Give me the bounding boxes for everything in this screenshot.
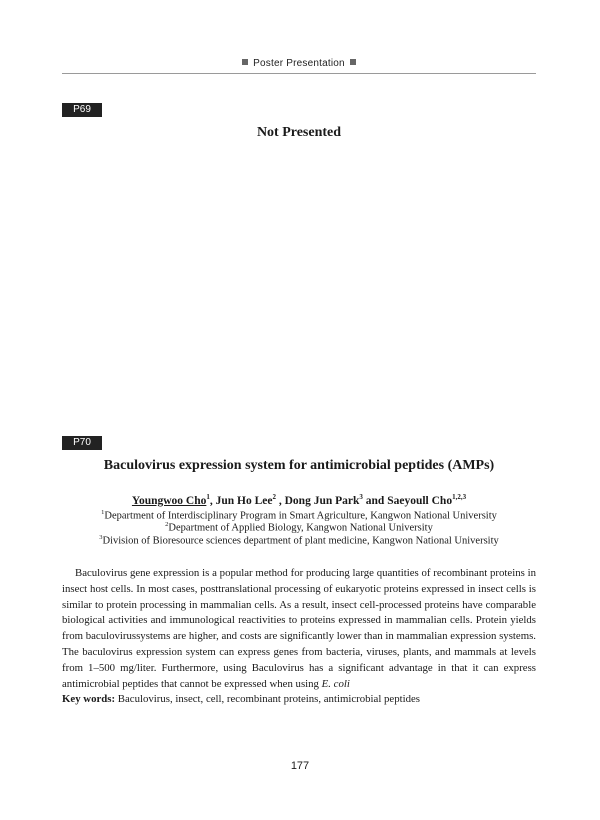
- author-separator: ,: [276, 494, 285, 507]
- author-separator: ,: [209, 494, 216, 507]
- author-affiliation-mark: 3: [359, 493, 363, 501]
- keywords-label: Key words:: [62, 693, 116, 705]
- affiliation: [62, 521, 536, 534]
- affiliation-mark: 1: [101, 509, 105, 516]
- affiliation-text: Department of Interdisciplinary Program in Smart Agriculture, Kangwon National University: [104, 510, 497, 522]
- author-affiliation-mark: 1: [206, 493, 210, 501]
- author-affiliation-mark: 2: [272, 493, 276, 501]
- author-name: Youngwoo Cho: [131, 494, 207, 507]
- author-affiliation-mark: 1,2,3: [452, 493, 467, 501]
- page-number: 177: [290, 760, 310, 772]
- p69-title: Not Presented: [256, 125, 342, 140]
- square-bullet-icon: [242, 59, 248, 65]
- author-name: Saeyoull Cho: [387, 494, 453, 507]
- affiliation-mark: 2: [165, 521, 169, 528]
- p70-title: Baculovirus expression system for antimicrobial peptides (AMPs): [103, 458, 495, 473]
- poster-tag-p70: P70: [62, 436, 102, 450]
- header-title: Poster Presentation: [253, 58, 345, 69]
- running-header: [62, 58, 536, 69]
- affiliation-text: Department of Applied Biology, Kangwon National University: [168, 522, 433, 534]
- affiliation: [62, 534, 536, 547]
- abstract-paragraph: [62, 566, 536, 692]
- affiliation-mark: 3: [99, 534, 103, 541]
- author-list: [62, 493, 536, 507]
- square-bullet-icon: [350, 59, 356, 65]
- author-name: Jun Ho Lee: [215, 494, 273, 507]
- affiliation: [62, 509, 536, 522]
- author-separator: and: [362, 494, 388, 507]
- poster-tag-p69: P69: [62, 103, 102, 117]
- abstract-text: Baculovirus gene expression is a popular method for producing large quantities of recombinant proteins in insect host cells. In most cases, posttranslational processing of eukaryotic proteins expressed in insect cells is similar to protein processing in mammalian cells. As a result, insect cell-processed proteins have comparable biological activities and immunological reactivities to proteins expressed in mammalian cells. Protein yields from baculovirussystems are higher, and costs are significantly lower than in mammalian expression systems. The baculovirus expression system can express genes from bacteria, viruses, plants, and mammals at levels from 1–500 mg/liter. Furthermore, using Baculovirus has a significant advantage in that it can express antimicrobial peptides that cannot be expressed when using: [62, 567, 536, 690]
- keywords-text: Baculovirus, insect, cell, recombinant proteins, antimicrobial peptides: [117, 693, 421, 705]
- keywords-line: [62, 693, 536, 705]
- author-name: Dong Jun Park: [284, 494, 360, 507]
- affiliation-text: Division of Bioresource sciences department of plant medicine, Kangwon National University: [102, 535, 499, 547]
- abstract-species-italic: E. coli: [321, 677, 350, 690]
- header-divider: [62, 73, 536, 74]
